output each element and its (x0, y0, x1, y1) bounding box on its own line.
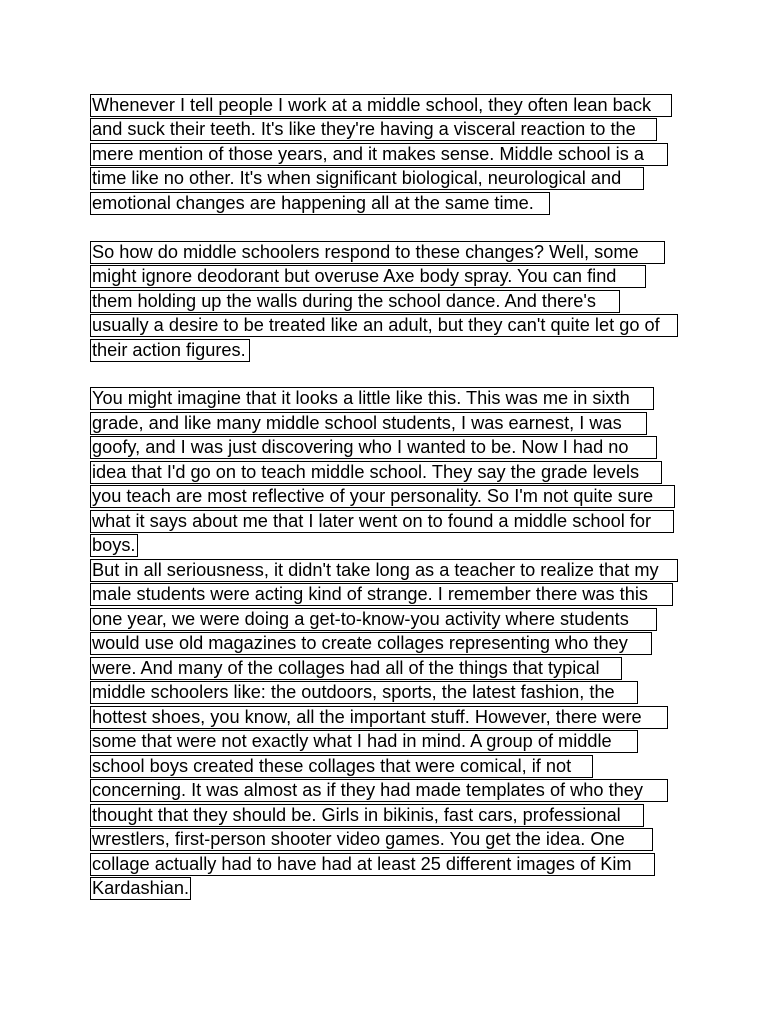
text-line: So how do middle schoolers respond to these changes? Well, some (90, 241, 665, 264)
text-line: collage actually had to have had at least 25 different images of Kim (90, 853, 655, 876)
text-line: some that were not exactly what I had in mind. A group of middle (90, 730, 638, 753)
text-line: would use old magazines to create collages representing who they (90, 632, 652, 655)
text-line: Kardashian. (92, 878, 190, 898)
text-line: their action figures. (90, 339, 250, 362)
text-line: boys. (90, 534, 138, 557)
text-line: idea that I'd go on to teach middle school. They say the grade levels (90, 461, 662, 484)
text-line: concerning. It was almost as if they had made templates of who they (90, 779, 668, 802)
text-line: Whenever I tell people I work at a middle school, they often lean back (90, 94, 672, 117)
text-line: hottest shoes, you know, all the important stuff. However, there were (90, 706, 668, 729)
text-line: middle schoolers like: the outdoors, sports, the latest fashion, the (90, 681, 638, 704)
text-line: usually a desire to be treated like an adult, but they can't quite let go of (90, 314, 678, 337)
text-line: wrestlers, first-person shooter video games. You get the idea. One (90, 828, 653, 851)
text-line: them holding up the walls during the school dance. And there's (90, 290, 620, 313)
text-line: might ignore deodorant but overuse Axe body spray. You can find (90, 265, 646, 288)
text-line: time like no other. It's when significant biological, neurological and (90, 167, 644, 190)
text-line: you teach are most reflective of your personality. So I'm not quite sure (90, 485, 675, 508)
text-line: school boys created these collages that were comical, if not (90, 755, 593, 778)
text-line: what it says about me that I later went on to found a middle school for (90, 510, 674, 533)
text-line: grade, and like many middle school students, I was earnest, I was (90, 412, 647, 435)
text-line: one year, we were doing a get-to-know-you activity where students (90, 608, 657, 631)
text-line: thought that they should be. Girls in bikinis, fast cars, professional (90, 804, 644, 827)
text-line: mere mention of those years, and it makes sense. Middle school is a (90, 143, 668, 166)
text-line: You might imagine that it looks a little like this. This was me in sixth (90, 387, 654, 410)
text-line: and suck their teeth. It's like they're having a visceral reaction to the (90, 118, 657, 141)
text-line: male students were acting kind of strange. I remember there was this (90, 583, 673, 606)
text-line: goofy, and I was just discovering who I wanted to be. Now I had no (90, 436, 657, 459)
text-line: emotional changes are happening all at the same time. (90, 192, 550, 215)
text-line: But in all seriousness, it didn't take long as a teacher to realize that my (90, 559, 678, 582)
text-line: were. And many of the collages had all of the things that typical (90, 657, 622, 680)
